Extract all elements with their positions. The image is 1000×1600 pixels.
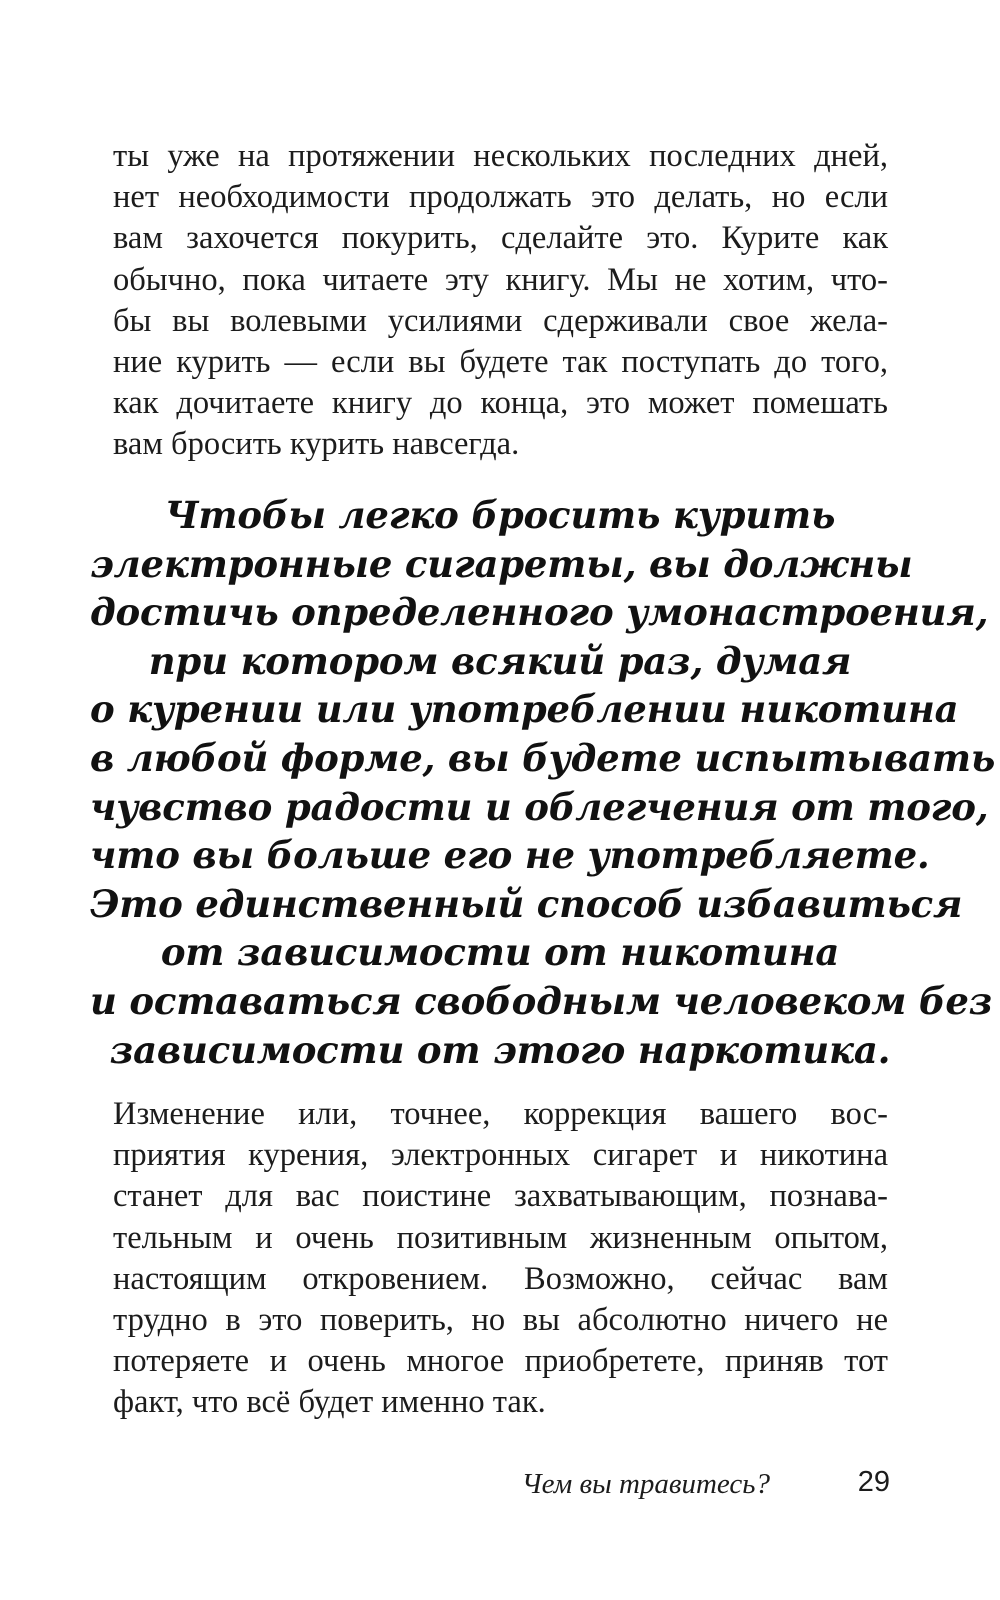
text-line: Изменение или, точнее, коррекция вашего вос- <box>113 1096 888 1132</box>
quote-line: от зависимости от никотина <box>160 930 840 975</box>
text-line: ты уже на протяжении нескольких последних дней, <box>113 138 888 174</box>
text-line: вам захочется покурить, сделайте это. Курите как <box>113 220 888 257</box>
text-line: ние курить — если вы будете так поступать до того, <box>113 344 888 381</box>
running-head: Чем вы травитесь? <box>521 1468 770 1500</box>
quote-line: Чтобы легко бросить курить <box>164 493 836 537</box>
page-number: 29 <box>857 1466 890 1498</box>
quote-line: и оставаться свободным человеком без <box>90 978 993 1023</box>
quote-line: электронные сигареты, вы должны <box>90 541 913 586</box>
highlighted-quote <box>90 491 996 1074</box>
body-paragraph-1 <box>113 136 888 466</box>
text-line: потеряете и очень многое приобретете, приняв тот <box>113 1343 888 1380</box>
text-line: станет для вас поистине захватывающим, познава- <box>113 1178 888 1215</box>
text-line: настоящим откровением. Возможно, сейчас вам <box>113 1260 888 1297</box>
body-paragraph-2 <box>113 1094 888 1424</box>
text-line: вам бросить курить навсегда. <box>113 426 520 463</box>
text-line: как дочитаете книгу до конца, это может помешать <box>113 385 888 422</box>
quote-line: чувство радости и облегчения от того, <box>90 784 989 829</box>
quote-line: зависимости от этого наркотика. <box>109 1027 891 1072</box>
quote-line: достичь определенного умонастроения, <box>90 590 989 635</box>
text-line: приятия курения, электронных сигарет и никотина <box>113 1137 888 1174</box>
quote-line: что вы больше его не употребляете. <box>90 833 930 878</box>
quote-line: о курении или употреблении никотина <box>90 687 959 732</box>
text-line: факт, что всё будет именно так. <box>113 1384 546 1421</box>
text-line: тельным и очень позитивным жизненным опытом, <box>113 1219 888 1256</box>
quote-line: в любой форме, вы будете испытывать <box>90 735 996 780</box>
quote-line: Это единственный способ избавиться <box>90 881 963 926</box>
quote-line: при котором всякий раз, думая <box>148 638 852 683</box>
text-line: нет необходимости продолжать это делать, но если <box>113 179 888 216</box>
text-line: бы вы волевыми усилиями сдерживали свое жела- <box>113 302 888 339</box>
text-line: обычно, пока читаете эту книгу. Мы не хотим, что- <box>113 261 888 298</box>
text-line: трудно в это поверить, но вы абсолютно ничего не <box>113 1302 888 1339</box>
